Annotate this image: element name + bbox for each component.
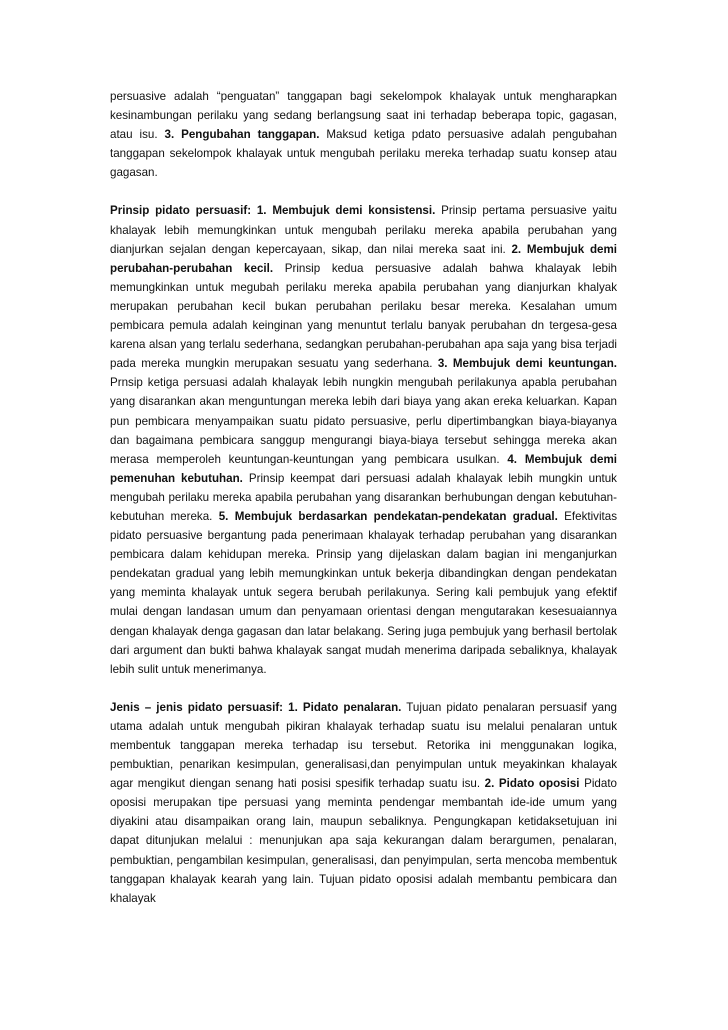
body-text: Prinsip kedua persuasive adalah bahwa khalayak lebih memungkinkan untuk megubah perilaku mereka apabila perubahan yang dianjurkan khalyak merupakan perubahan kecil bukan perubahan perilaku besar mereka. Kesalahan umum pembicara pemula adalah keinginan yang menuntut terlalu banyak perubahan dn tergesa-gesa karena alsan yang terlalu sederhana, sedangkan perubahan-perubahan apa saja yang bisa terjadi pada mereka mungkin merupakan sesuatu yang sederhana. xyxy=(110,261,617,371)
bold-heading-text: 2. Pidato oposisi xyxy=(484,777,580,791)
body-text: Prnsip ketiga persuasi adalah khalayak lebih nungkin mengubah perilakunya apabla perubahan yang disarankan akan menguntungan mereka lebih dari biaya yang akan ereka keluarkan. Kapan pun pembicara menyampaikan suatu pidato persuasive, perlu dipertimbangkan biaya-biayanya dan bagaimana pembicara sanggup mengurangi biaya-biaya tersebut sehingga mereka akan merasa memperoleh keuntungan-keuntungan yang pembicara usulkan. xyxy=(110,376,617,466)
bold-heading-text: 3. Membujuk demi keuntungan. xyxy=(437,357,617,371)
body-text: Prinsip pertama persuasive yaitu khalayak lebih memungkinkan untuk mengubah perilaku mereka apabila perubahan yang dianjurkan sejalan dengan kepercayaan, sikap, dan nilai mereka saat ini. xyxy=(110,204,617,256)
paragraph-persuasion-principles xyxy=(110,201,617,678)
paragraph-persuasive-goals xyxy=(110,87,617,182)
paragraph-persuasive-speech-types xyxy=(110,698,617,908)
body-text: Prinsip keempat dari persuasi adalah khalayak lebih mungkin untuk mengubah perilaku mereka apabila perubahan yang disarankan berhubungan dengan kebutuhan-kebutuhan mereka. xyxy=(110,471,617,523)
bold-heading-text: 5. Membujuk berdasarkan pendekatan-pendekatan gradual. xyxy=(218,509,558,523)
bold-heading-text: Prinsip pidato persuasif: 1. Membujuk demi konsistensi. xyxy=(110,204,436,218)
body-text: Efektivitas pidato persuasive bergantung pada penerimaan khalayak terhadap perubahan yang disarankan pembicara dalam kehidupan mereka. Prinsip yang dijelaskan dalam bagian ini menganjurkan pendekatan gradual yang lebih memungkinkan untuk bekerja dibandingkan dengan pendekatan yang meminta khalayak untuk segera berubah perilakunya. Sering kali pembujuk yang efektif mulai dengan landasan umum dan penyamaan orientasi dengan mengutarakan kesesuaiannya dengan khalayak denga gagasan dan latar belakang. Sering juga pembujuk yang berhasil bertolak dari argument dan bukti bahwa khalayak sangat mudah menerima daripada sebaliknya, khalayak lebih sulit untuk menerimanya. xyxy=(110,509,617,676)
document-body xyxy=(110,87,617,927)
body-text: Tujuan pidato penalaran persuasif yang utama adalah untuk mengubah pikiran khalayak terhadap suatu isu melalui penalaran untuk membentuk tanggapan mereka terhadap isu tersebut. Retorika ini menggunakan logika, pembuktian, penarikan kesimpulan, generalisasi,dan penyimpulan untuk meyakinkan khalayak agar mengikut diengan senang hati posisi spesifik terhadap suatu isu. xyxy=(110,700,617,791)
body-text: persuasive adalah “penguatan” tanggapan bagi sekelompok khalayak untuk mengharapkan kesinambungan perilaku yang sedang berlangsung saat ini terhadap beberapa topic, gagasan, atau isu. xyxy=(110,90,617,142)
bold-heading-text: 2. Membujuk demi perubahan-perubahan kecil. xyxy=(110,242,618,275)
bold-heading-text: Jenis – jenis pidato persuasif: 1. Pidato penalaran. xyxy=(110,700,402,714)
body-text: Pidato oposisi merupakan tipe persuasi yang meminta pendengar membantah ide-ide umum yang diyakini atau disampaikan orang lain, maupun sebaliknya. Pengungkapan ketidaksetujuan ini dapat ditunjukan melalui : menunjukan apa saja kekurangan dalam berargumen, penalaran, pembuktian, pengambilan kesimpulan, generalisasi, dan penyimpulan, serta mencoba membentuk tanggapan khalayak kearah yang lain. Tujuan pidato oposisi adalah membantu pembicara dan khalayak xyxy=(110,777,617,905)
bold-heading-text: 3. Pengubahan tanggapan. xyxy=(164,128,320,142)
body-text: Maksud ketiga pdato persuasive adalah pengubahan tanggapan sekelompok khalayak untuk mengubah perilaku mereka terhadap suatu konsep atau gagasan. xyxy=(110,128,617,180)
bold-heading-text: 4. Membujuk demi pemenuhan kebutuhan. xyxy=(110,452,617,485)
